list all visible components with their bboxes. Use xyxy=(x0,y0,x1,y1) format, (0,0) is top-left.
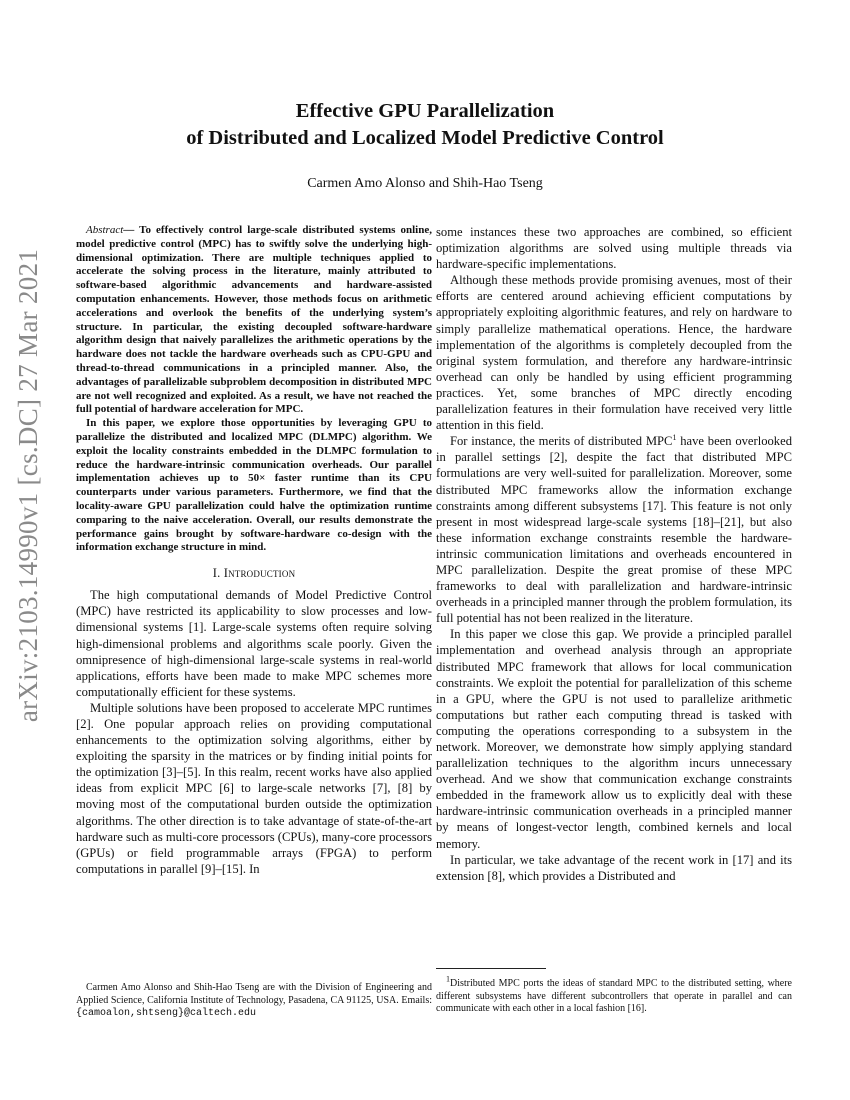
title-line-1: Effective GPU Parallelization xyxy=(295,100,555,122)
section-heading-introduction xyxy=(76,565,432,581)
abstract xyxy=(76,224,432,555)
footnote-1-text: Distributed MPC ports the ideas of standard MPC to the distributed setting, where different subsystems have different subcontrollers that operate in parallel and can communicate with each other in a local fashion [16]. xyxy=(436,978,792,1015)
footnote-ref-1: 1 xyxy=(672,433,677,443)
footnote-1 xyxy=(436,974,792,1016)
arxiv-stamp xyxy=(4,248,54,722)
section-title: Introduction xyxy=(223,566,296,581)
abstract-paragraph-2: In this paper, we explore those opportunities by leveraging GPU to parallelize the distributed and localized MPC (DLMPC) algorithm. We exploit the locality constraints embedded in the DLMPC formulation to reduce the hardware-intrinsic communication overheads. Our parallel implementation achieves up to 50× faster runtime than its CPU counterparts under various parameters. Furthermore, we find that the locality-aware GPU parallelization could halve the optimization runtime comparing to the naive acceleration. Overall, our results demonstrate the performance gains brought by software-hardware co-design with the information exchange structure in mind. xyxy=(76,417,432,554)
footnote-rule xyxy=(436,968,546,969)
right-column xyxy=(436,224,792,884)
author-emails: {camoalon,shtseng}@caltech.edu xyxy=(76,1008,257,1020)
abstract-dash: — xyxy=(123,224,140,236)
right-paragraph-3a: For instance, the merits of distributed MPC xyxy=(450,434,673,449)
right-paragraph-1: some instances these two approaches are combined, so efficient optimization algorithms are solved using multiple threads via hardware-specific implementations. xyxy=(436,225,792,272)
author-line: Carmen Amo Alonso and Shih-Hao Tseng xyxy=(307,176,543,191)
abstract-text-1: To effectively control large-scale distributed systems online, model predictive control (MPC) has to swiftly solve the underlying high-dimensional optimization. There are multiple techniques applied to accelerate the solving process in the literature, mainly attributed to software-based algorithmic advancements and hardware-assisted computation enhancements. However, those methods focus on arithmetic accelerations and overlook the benefits of the underlying system’s structure. In particular, the existing decoupled software-hardware algorithm design that naively parallelizes the arithmetic operations by the hardware does not tackle the hardware overheads such as CPU-GPU and thread-to-thread communications in a principled manner. Also, the advantages of parallelizable subproblem decomposition in distributed MPC are not well recognized and exploited. As a result, we have not reached the full potential of hardware acceleration for MPC. xyxy=(76,224,432,416)
right-paragraph-4: In this paper we close this gap. We provide a principled parallel implementation and overhead analysis through an appropriate distributed MPC framework that allows for local communication constraints. We exploit the potential for parallelization of this scheme in a GPU, where the GPU is not used to parallelize arithmetic computations but rather each computing thread is tasked with computing the operations corresponding to a subsystem in the network. Moreover, we demonstrate how simply applying standard parallelization techniques to the algorithm incurs unnecessary overhead. And we show that communication exchange constraints embedded in the framework allow us to explicitly deal with these hardware-intrinsic communication overheads in a principled manner by means of longest-vector length, combined kernels and local memory. xyxy=(436,627,792,851)
left-column xyxy=(76,224,432,877)
abstract-lead: Abstract xyxy=(86,224,124,236)
right-paragraph-5: In particular, we take advantage of the recent work in [17] and its extension [8], which provides a Distributed and xyxy=(436,852,792,883)
right-paragraph-3 xyxy=(436,433,792,626)
right-paragraph-3b: have been overlooked in parallel settings [2], despite the fact that distributed MPC formulations are very well-suited for parallelization. Moreover, some distributed MPC frameworks allow the information exchange constraints among different subsystems [17]. This feature is not only present in most widespread large-scale systems [18]–[21], but also these information exchange constraints resemble the hardware-intrinsic communication limitations and overheads encountered in MPC parallelization. Despite the great promise of these MPC frameworks to deal with parallelization and hardware-intrinsic overheads in a principled manner through the problem formulation, its full potential has not been realized in the literature. xyxy=(436,434,792,626)
intro-paragraph-2: Multiple solutions have been proposed to accelerate MPC runtimes [2]. One popular approach relies on providing computational enhancements to the optimization solving algorithms, either by exploiting the sparsity in the matrices or by finding initial points for the optimization [3]–[5]. In this realm, recent works have also applied ideas from explicit MPC [6] to large-scale networks [7], [8] by moving most of the computational burden outside the optimization algorithms. The other direction is to take advantage of state-of-the-art hardware such as multi-core processors (CPUs), many-core processors (GPUs) or field programmable arrays (FPGA) to perform computations in parallel [9]–[15]. In xyxy=(76,700,433,876)
section-number: I. xyxy=(212,566,224,581)
affiliation-text: Carmen Amo Alonso and Shih-Hao Tseng are with the Division of Engineering and Applied Science, California Institute of Technology, Pasadena, CA 91125, USA. Emails: xyxy=(76,982,432,1006)
arxiv-stamp-text: arXiv:2103.14990v1 [cs.DC] 27 Mar 2021 xyxy=(13,248,44,722)
paper-title xyxy=(0,98,850,152)
abstract-paragraph-1 xyxy=(76,224,432,417)
footnote-mark: 1 xyxy=(446,974,450,984)
affiliation-footnote xyxy=(76,982,432,1021)
intro-paragraph-1: The high computational demands of Model Predictive Control (MPC) have restricted its applicability to slow processes and low-dimensional systems [1]. Large-scale systems often require solving high-dimensional problems and algorithms scale poorly. Given the omnipresence of high-dimensional large-scale systems in real-world applications, efforts have been made to make MPC schemes more computationally efficient for these systems. xyxy=(76,588,432,699)
right-paragraph-2: Although these methods provide promising avenues, most of their efforts are centered around achieving efficient computations by appropriately exploiting algorithmic features, and rely on hardware to simply parallelize mathematical operations. Hence, the hardware implementation of the algorithms is completely decoupled from the original system formulation, and therefore any hardware-intrinsic overhead can only be handled by using efficient programming practices. Yet, some branches of MPC directly encoding parallelization features in their formulation have received very little attention in this field. xyxy=(436,273,792,433)
title-line-2: of Distributed and Localized Model Predictive Control xyxy=(186,127,664,149)
